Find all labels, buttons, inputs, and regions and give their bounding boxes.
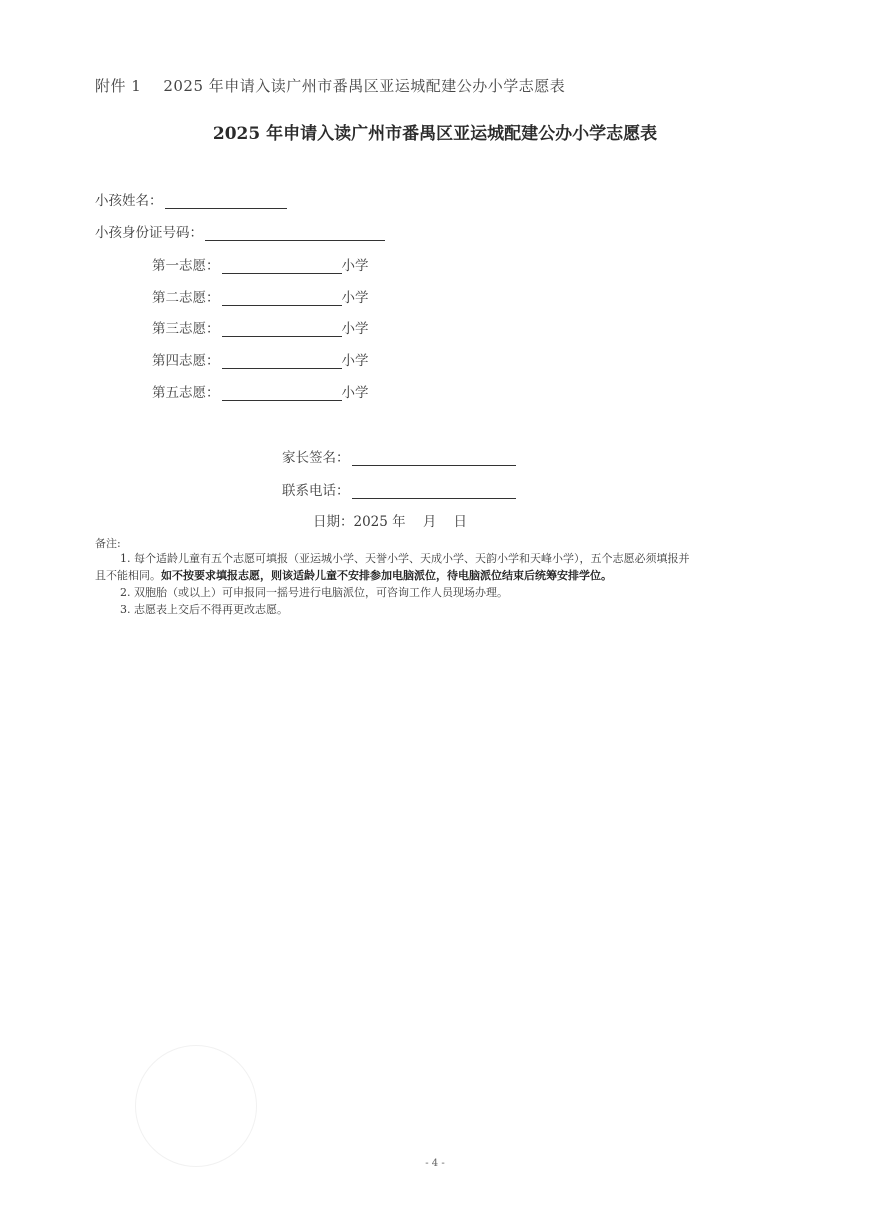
- child-id-label: 小孩身份证号码：: [95, 225, 203, 241]
- note-item-1-bold: 如不按要求填报志愿，则该适龄儿童不安排参加电脑派位，待电脑派位结束后统筹安排学位。: [161, 569, 612, 582]
- choice-row-4: [152, 349, 369, 369]
- choice-label: 第四志愿：: [152, 353, 220, 369]
- child-name-field[interactable]: [165, 194, 287, 209]
- attachment-label: 附件 1: [95, 77, 142, 95]
- child-id-field[interactable]: [205, 226, 385, 241]
- page-number: - 4 -: [425, 1158, 445, 1169]
- choice-field-5[interactable]: [222, 386, 342, 401]
- choice-suffix: 小学: [341, 258, 369, 274]
- choice-field-3[interactable]: [222, 322, 342, 337]
- choice-row-1: [152, 254, 369, 274]
- phone-row: [282, 479, 516, 499]
- faint-seal-mark: [135, 1045, 257, 1167]
- note-item-1-line-1: 1. 每个适龄儿童有五个志愿可填报（亚运城小学、天誉小学、天成小学、天韵小学和天峰小学），五个志愿必须填报并: [120, 552, 690, 565]
- notes-label: 备注:: [95, 537, 121, 550]
- choice-label: 第五志愿：: [152, 385, 220, 401]
- attachment-header: [95, 75, 565, 96]
- attachment-title: 2025 年申请入读广州市番禺区亚运城配建公办小学志愿表: [163, 77, 566, 95]
- choice-row-5: [152, 381, 369, 401]
- child-name-label: 小孩姓名：: [95, 193, 163, 209]
- phone-label: 联系电话：: [282, 483, 350, 499]
- choice-label: 第三志愿：: [152, 321, 220, 337]
- parent-signature-label: 家长签名：: [282, 450, 350, 466]
- choice-label: 第一志愿：: [152, 258, 220, 274]
- choice-field-1[interactable]: [222, 259, 342, 274]
- choice-field-4[interactable]: [222, 354, 342, 369]
- phone-field[interactable]: [352, 484, 516, 499]
- note-item-2: 2. 双胞胎（或以上）可申报同一摇号进行电脑派位，可咨询工作人员现场办理。: [120, 586, 508, 599]
- choice-field-2[interactable]: [222, 291, 342, 306]
- choice-row-2: [152, 286, 369, 306]
- choice-label: 第二志愿：: [152, 290, 220, 306]
- choice-suffix: 小学: [341, 321, 369, 337]
- child-id-row: [95, 221, 385, 241]
- note-item-1-line-2: [95, 567, 612, 583]
- date-line: 日期：2025 年 月 日: [313, 514, 467, 530]
- note-item-1-plain: 且不能相同。: [95, 569, 161, 582]
- choice-suffix: 小学: [341, 290, 369, 306]
- form-title: 2025 年申请入读广州市番禺区亚运城配建公办小学志愿表: [212, 124, 658, 144]
- choice-suffix: 小学: [341, 353, 369, 369]
- choice-suffix: 小学: [341, 385, 369, 401]
- choice-row-3: [152, 317, 369, 337]
- child-name-row: [95, 189, 287, 209]
- parent-signature-field[interactable]: [352, 451, 516, 466]
- note-item-3: 3. 志愿表上交后不得再更改志愿。: [120, 603, 288, 616]
- parent-signature-row: [282, 446, 516, 466]
